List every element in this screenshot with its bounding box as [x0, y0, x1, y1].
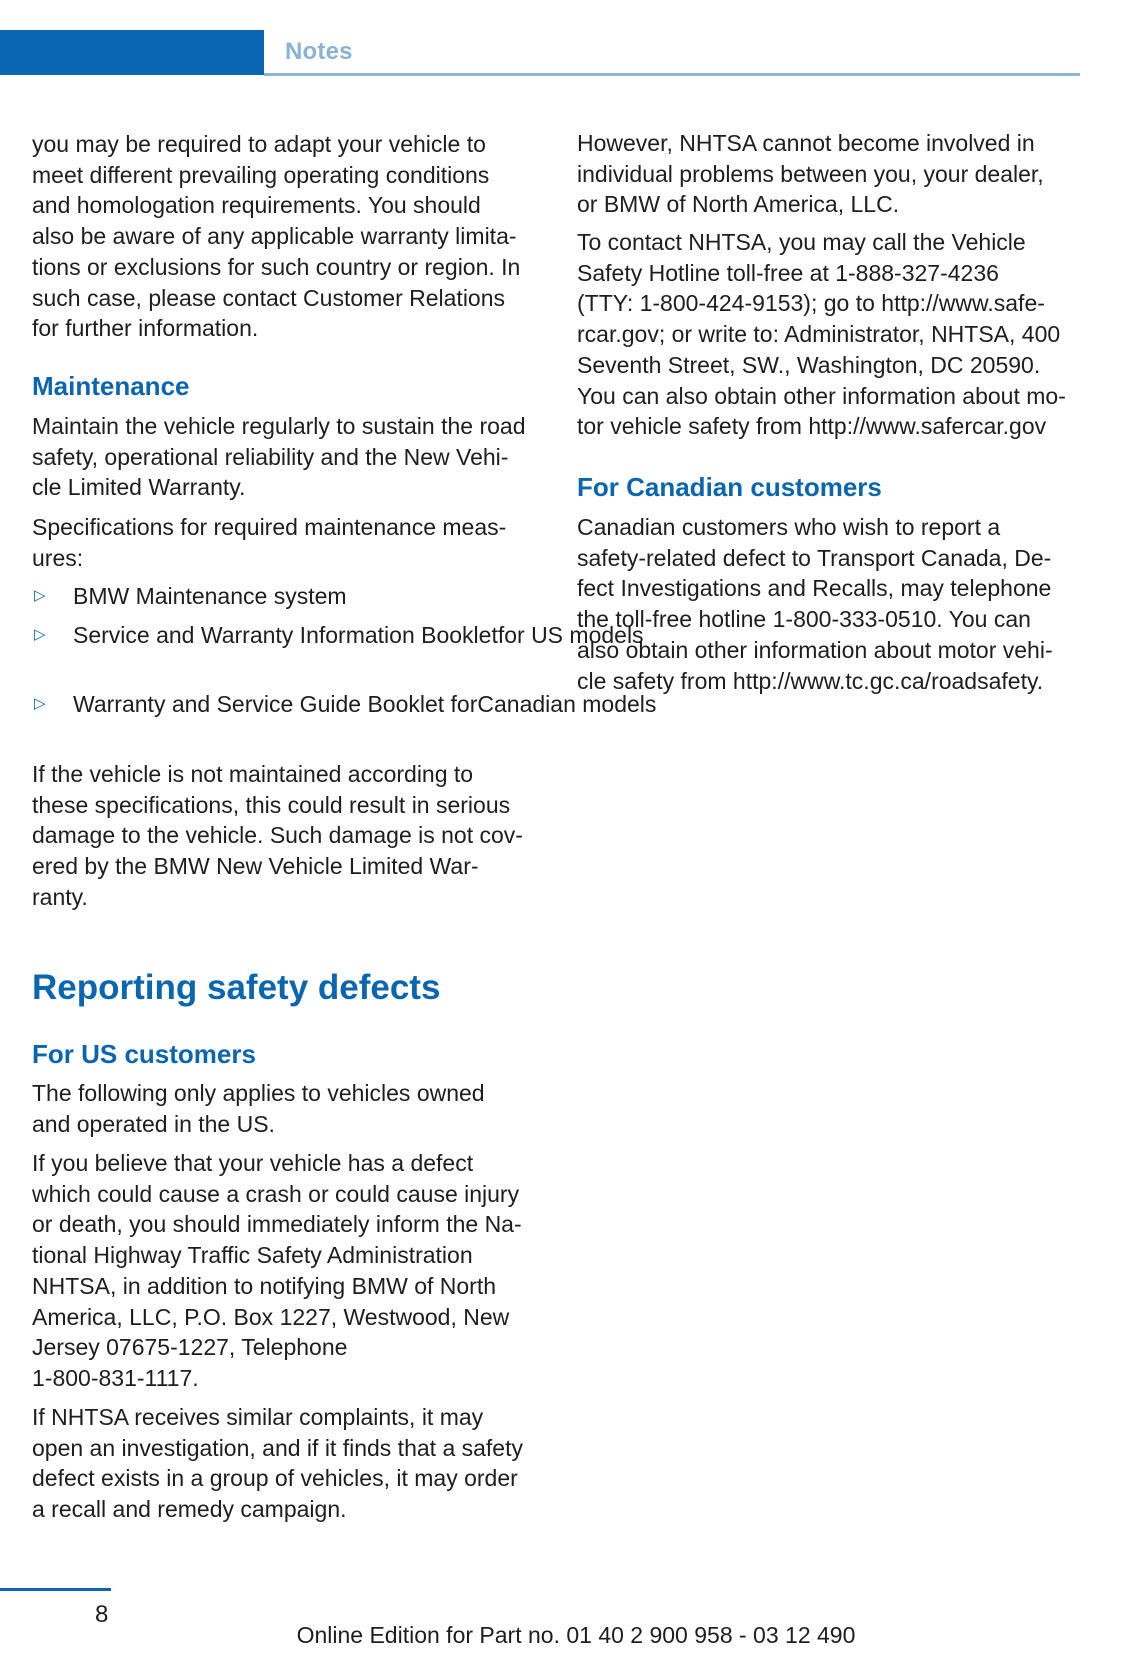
text-line: damage to the vehicle. Such damage is not cov- — [32, 822, 523, 849]
text-line: Seventh Street, SW., Washington, DC 20590. — [577, 351, 1041, 378]
text-line: a recall and remedy campaign. — [32, 1496, 347, 1523]
nhtsa-paragraph-2 — [577, 227, 1066, 442]
bullet-triangle-icon: ▷ — [34, 695, 46, 712]
text-line: cle safety from http://www.tc.gc.ca/roadsafety. — [577, 667, 1044, 694]
text-line: Warranty and Service Guide Booklet for — [73, 691, 478, 717]
text-line: If NHTSA receives similar complaints, it may — [32, 1404, 484, 1430]
text-line: Canadian models — [477, 691, 657, 717]
text-line: You can also obtain other information about mo- — [577, 382, 1066, 409]
text-line: and operated in the US. — [32, 1110, 275, 1137]
text-line: Specifications for required maintenance meas- — [32, 514, 507, 540]
text-line: BMW Maintenance system — [73, 583, 347, 609]
text-line: these specifications, this could result in serious — [32, 791, 511, 818]
bullet-text — [73, 689, 656, 720]
text-line: for further information. — [32, 315, 259, 342]
text-line: However, NHTSA cannot become involved in — [577, 130, 1035, 156]
us-customers-heading: For US customers — [32, 1039, 256, 1069]
text-line: safety, operational reliability and the New Vehi- — [32, 443, 509, 470]
text-line: rcar.gov; or write to: Administrator, NHTSA, 400 — [577, 321, 1061, 348]
intro-paragraph — [32, 129, 520, 344]
text-line: also be aware of any applicable warranty limita- — [32, 223, 517, 250]
bullet-text — [73, 620, 644, 651]
page-number: 8 — [95, 1601, 109, 1628]
text-line: If the vehicle is not maintained according to — [32, 761, 474, 787]
text-line: meet different prevailing operating conditions — [32, 161, 490, 188]
bullet-triangle-icon: ▷ — [34, 587, 46, 604]
text-line: Service and Warranty Information Booklet — [73, 622, 498, 648]
bullet-text — [73, 581, 347, 612]
text-line: NHTSA, in addition to notifying BMW of North — [32, 1272, 497, 1299]
edition-info: Online Edition for Part no. 01 40 2 900 958 - 03 12 490 — [296, 1622, 856, 1648]
nhtsa-paragraph-1 — [577, 128, 1044, 220]
text-line: 1-800-831-1117. — [32, 1364, 199, 1391]
text-line: To contact NHTSA, you may call the Vehicle — [577, 229, 1026, 255]
text-line: cle Limited Warranty. — [32, 474, 246, 501]
text-line: Safety Hotline toll-free at 1-888-327-4236 — [577, 259, 999, 286]
text-line: or BMW of North America, LLC. — [577, 191, 900, 218]
canadian-paragraph — [577, 512, 1053, 696]
maintenance-paragraph-1 — [32, 411, 526, 503]
text-line: tional Highway Traffic Safety Administration — [32, 1242, 473, 1269]
text-line: defect exists in a group of vehicles, it may order — [32, 1465, 518, 1492]
text-line: which could cause a crash or could cause injury — [32, 1180, 520, 1207]
text-line: Canadian customers who wish to report a — [577, 514, 1001, 540]
bullet-triangle-icon: ▷ — [34, 626, 46, 643]
text-line: If you believe that your vehicle has a defect — [32, 1150, 474, 1176]
text-line: tions or exclusions for such country or region. In — [32, 253, 521, 280]
text-line: tor vehicle safety from http://www.safercar.gov — [577, 413, 1047, 440]
text-line: Maintain the vehicle regularly to sustain the road — [32, 413, 526, 439]
text-line: or death, you should immediately inform the Na- — [32, 1211, 522, 1238]
text-line: The following only applies to vehicles owned — [32, 1080, 485, 1106]
text-line: (TTY: 1-800-424-9153); go to http://www.safe- — [577, 290, 1045, 317]
section-title: Notes — [285, 38, 353, 65]
maintenance-heading: Maintenance — [32, 371, 190, 401]
text-line: ures: — [32, 544, 84, 571]
maintenance-paragraph-2 — [32, 512, 506, 573]
text-line: ered by the BMW New Vehicle Limited War- — [32, 853, 479, 880]
text-line: the toll-free hotline 1-800-333-0510. You can — [577, 606, 1031, 633]
text-line: Jersey 07675-1227, Telephone — [32, 1334, 348, 1361]
us-paragraph-2 — [32, 1148, 522, 1394]
header-rule — [264, 73, 1080, 76]
text-line: and homologation requirements. You should — [32, 192, 481, 219]
reporting-heading: Reporting safety defects — [32, 968, 441, 1007]
canadian-customers-heading: For Canadian customers — [577, 472, 882, 502]
text-line: safety-related defect to Transport Canada, De- — [577, 544, 1052, 571]
header-accent-bar — [0, 30, 264, 75]
footer-rule — [0, 1588, 111, 1591]
text-line: ranty. — [32, 883, 88, 910]
text-line: you may be required to adapt your vehicle to — [32, 131, 486, 157]
us-paragraph-1 — [32, 1078, 485, 1139]
maintenance-paragraph-3 — [32, 759, 523, 913]
us-paragraph-3 — [32, 1402, 523, 1525]
text-line: such case, please contact Customer Relations — [32, 284, 506, 311]
text-line: America, LLC, P.O. Box 1227, Westwood, New — [32, 1303, 510, 1330]
text-line: individual problems between you, your dealer, — [577, 160, 1044, 187]
text-line: also obtain other information about motor vehi- — [577, 636, 1053, 663]
text-line: open an investigation, and if it finds that a safety — [32, 1434, 523, 1461]
text-line: for US models — [497, 622, 644, 648]
text-line: fect Investigations and Recalls, may telephone — [577, 575, 1052, 602]
